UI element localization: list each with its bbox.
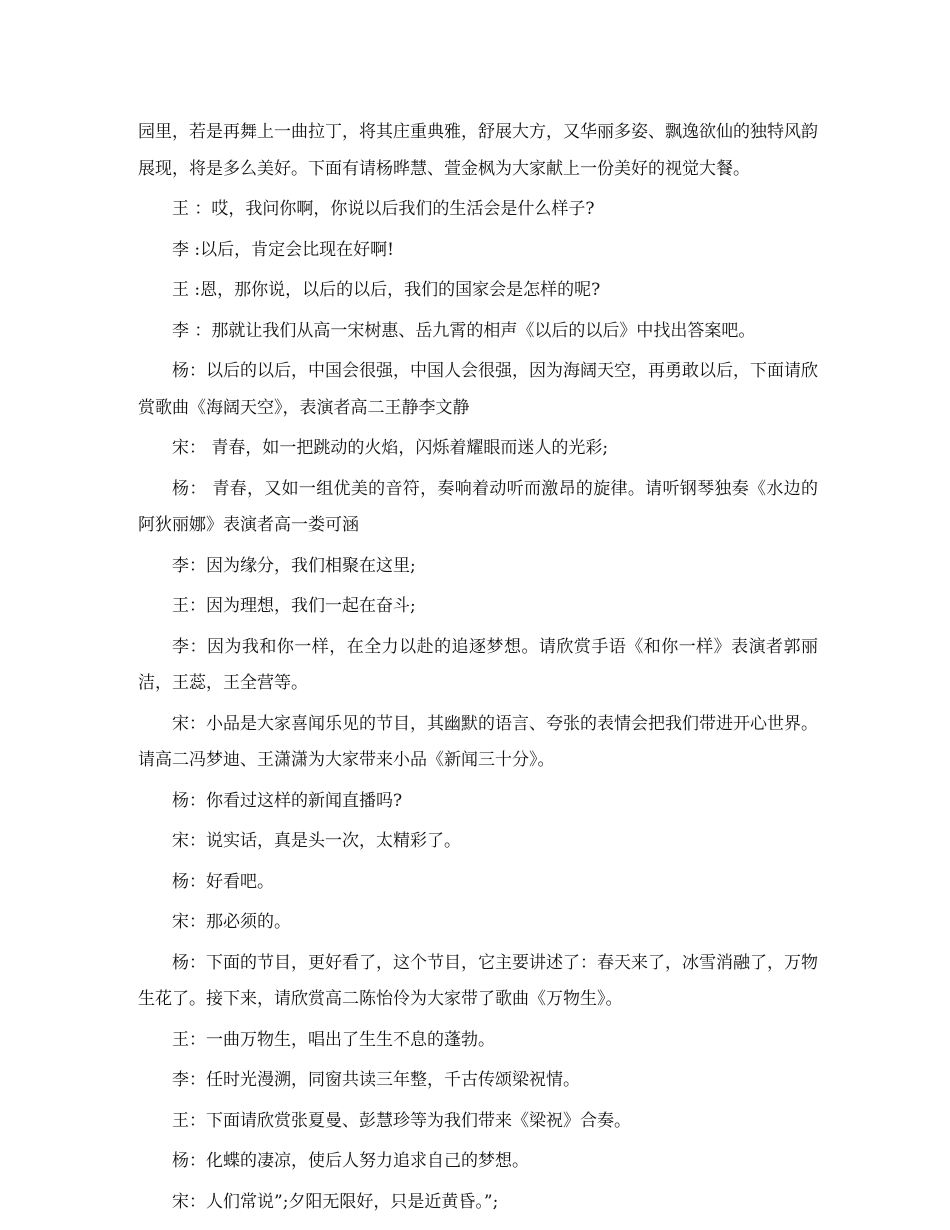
- paragraph: 王 ：哎，我问你啊，你说以后我们的生活会是什么样子?: [172, 199, 595, 219]
- paragraph: 李：因为缘分，我们相聚在这里;: [172, 555, 416, 576]
- paragraph: 宋：那必须的。: [172, 912, 291, 932]
- paragraph: 王 :恩，那你说，以后的以后，我们的国家会是怎样的呢?: [172, 280, 601, 300]
- paragraph: 杨：以后的以后，中国会很强，中国人会很强，因为海阔天空，再勇敢以后，下面请欣赏歌曲《海阔天空》，表演者高二王静李文静: [138, 361, 818, 418]
- paragraph: 杨：化蝶的凄凉，使后人努力追求自己的梦想。: [172, 1151, 529, 1171]
- paragraph: 宋：人们常说”;夕阳无限好，只是近黄昏。”;: [172, 1191, 499, 1212]
- paragraph: 宋： 青春，如一把跳动的火焰，闪烁着耀眼而迷人的光彩;: [172, 438, 609, 458]
- paragraph: 宋：说实话，真是头一次，太精彩了。: [172, 831, 461, 851]
- paragraph: 李 :以后，肯定会比现在好啊!: [172, 239, 394, 260]
- paragraph: 李：任时光漫溯，同窗共读三年整，千古传颂梁祝情。: [172, 1070, 580, 1090]
- paragraph: 王：下面请欣赏张夏曼、彭慧珍等为我们带来《梁祝》合奏。: [172, 1110, 631, 1131]
- paragraph: 杨： 青春，又如一组优美的音符，奏响着动听而激昂的旋律。请听钢琴独奏《水边的阿狄丽娜》表演者高一娄可涵: [138, 478, 818, 535]
- paragraph: 王：一曲万物生，唱出了生生不息的蓬勃。: [172, 1029, 495, 1050]
- paragraph: 杨：下面的节目，更好看了，这个节目，它主要讲述了：春天来了，冰雪消融了，万物生花了。接下来，请欣赏高二陈怡伶为大家带了歌曲《万物生》。: [138, 952, 818, 1009]
- paragraph: 李 ：那就让我们从高一宋树惠、岳九霄的相声《以后的以后》中找出答案吧。: [172, 320, 756, 341]
- document-body: [138, 114, 818, 1224]
- paragraph: 园里，若是再舞上一曲拉丁，将其庄重典雅，舒展大方，又华丽多姿、飘逸欲仙的独特风韵展现，将是多么美好。下面有请杨晔慧、萱金枫为大家献上一份美好的视觉大餐。: [138, 122, 818, 179]
- paragraph: 杨：好看吧。: [172, 871, 274, 892]
- paragraph: 杨：你看过这样的新闻直播吗?: [172, 790, 403, 811]
- paragraph: 李：因为我和你一样，在全力以赴的追逐梦想。请欣赏手语《和你一样》表演者郭丽洁，王蕊，王全营等。: [138, 636, 818, 693]
- paragraph: 宋：小品是大家喜闻乐见的节目，其幽默的语言、夸张的表情会把我们带进开心世界。请高二冯梦迪、王潇潇为大家带来小品《新闻三十分》。: [138, 713, 818, 770]
- paragraph: 王：因为理想，我们一起在奋斗;: [172, 596, 416, 616]
